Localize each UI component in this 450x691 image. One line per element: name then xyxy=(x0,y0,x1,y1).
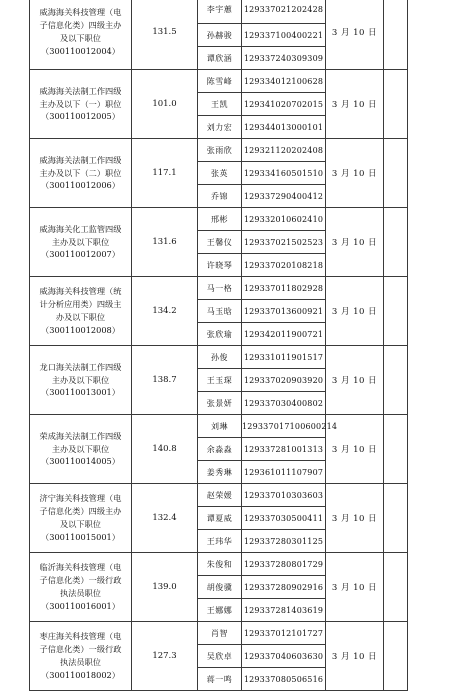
position-line: 枣庄海关科技管理（电 xyxy=(39,631,122,642)
candidate-name-cell: 胡俊骥 xyxy=(198,576,242,599)
position-cell xyxy=(30,0,132,70)
position-line: 主办及以下职位 xyxy=(51,374,110,385)
score-cell: 139.0 xyxy=(132,553,198,622)
candidate-name-cell: 肖智 xyxy=(198,622,242,645)
candidate-id-cell: 129321120202408 xyxy=(242,139,326,162)
position-line: 龙口海关法制工作四级 xyxy=(39,361,122,372)
candidate-name-cell: 张英 xyxy=(198,162,242,185)
candidate-id-cell: 129337240309309 xyxy=(242,47,326,70)
remark-cell xyxy=(384,277,408,346)
score-cell: 127.3 xyxy=(132,622,198,691)
candidate-id-cell: 129334160501510 xyxy=(242,162,326,185)
table-row xyxy=(30,139,408,162)
interview-date-cell: 3 月 10 日 xyxy=(326,553,384,622)
position-cell xyxy=(30,415,132,484)
score-cell: 134.2 xyxy=(132,277,198,346)
candidate-name-cell: 乔锦 xyxy=(198,185,242,208)
candidate-name-cell: 王娜娜 xyxy=(198,599,242,622)
position-line: （300110016001） xyxy=(41,600,120,611)
score-cell: 138.7 xyxy=(132,346,198,415)
position-line: 主办及以下（二）职位 xyxy=(39,167,122,178)
candidate-name-cell: 刘力宏 xyxy=(198,116,242,139)
position-line: （300110018002） xyxy=(41,669,120,680)
position-line: 主办及以下职位 xyxy=(51,236,110,247)
position-cell xyxy=(30,622,132,691)
position-cell xyxy=(30,139,132,208)
candidate-name-cell: 李宇蕙 xyxy=(198,0,242,24)
position-line: 威海海关科技管理（电 xyxy=(39,7,122,18)
table-row xyxy=(30,346,408,369)
interview-date-cell: 3 月 10 日 xyxy=(326,277,384,346)
interview-date-cell: 3 月 10 日 xyxy=(326,415,384,484)
candidate-id-cell: 129337021202428 xyxy=(242,0,326,24)
candidate-name-cell: 赵荣媛 xyxy=(198,484,242,507)
score-cell: 117.1 xyxy=(132,139,198,208)
candidate-id-cell: 129332010602410 xyxy=(242,208,326,231)
table-row xyxy=(30,208,408,231)
candidate-name-cell: 王玮华 xyxy=(198,530,242,553)
remark-cell xyxy=(384,484,408,553)
candidate-name-cell: 邢彬 xyxy=(198,208,242,231)
candidate-id-cell: 129337040603630 xyxy=(242,645,326,668)
position-line: 威海海关法制工作四级 xyxy=(39,85,122,96)
interview-date-cell: 3 月 10 日 xyxy=(326,484,384,553)
table-row xyxy=(30,277,408,300)
score-cell: 132.4 xyxy=(132,484,198,553)
candidate-name-cell: 张景妍 xyxy=(198,392,242,415)
candidate-id-cell: 129331011901517 xyxy=(242,346,326,369)
candidate-id-cell: 129337030500411 xyxy=(242,507,326,530)
table-row xyxy=(30,553,408,576)
position-line: 办及以下职位 xyxy=(55,312,106,322)
score-cell: 101.0 xyxy=(132,70,198,139)
interview-date-cell: 3 月 10 日 xyxy=(326,208,384,277)
interview-date-cell: 3 月 10 日 xyxy=(326,346,384,415)
position-line: （300110012004） xyxy=(41,45,120,56)
position-line: 子信息化类）四级主办 xyxy=(39,20,122,31)
candidate-id-cell: 129337280902916 xyxy=(242,576,326,599)
candidate-id-cell: 129337280301125 xyxy=(242,530,326,553)
candidate-id-cell: 129337020108218 xyxy=(242,254,326,277)
position-cell xyxy=(30,346,132,415)
remark-cell xyxy=(384,415,408,484)
remark-cell xyxy=(384,622,408,691)
table-row xyxy=(30,70,408,93)
candidate-id-cell: 129337012101727 xyxy=(242,622,326,645)
interview-date-cell: 3 月 10 日 xyxy=(326,622,384,691)
position-line: 威海海关化工监管四级 xyxy=(39,223,122,234)
candidate-name-cell: 张雨欣 xyxy=(198,139,242,162)
position-line: 主办及以下（一）职位 xyxy=(39,98,122,109)
candidate-name-cell: 马玉晗 xyxy=(198,300,242,323)
candidate-name-cell: 王玉琛 xyxy=(198,369,242,392)
position-line: 主办及以下职位 xyxy=(51,443,110,454)
position-line: 临沂海关科技管理（电 xyxy=(39,562,122,573)
position-line: 子信息化类）一级行政 xyxy=(39,575,122,586)
remark-cell xyxy=(384,553,408,622)
table-row xyxy=(30,0,408,24)
interview-date-cell: 3 月 10 日 xyxy=(326,139,384,208)
candidate-id-cell: 129337290400412 xyxy=(242,185,326,208)
score-cell: 140.8 xyxy=(132,415,198,484)
position-cell xyxy=(30,70,132,139)
position-line: 执法员职位 xyxy=(60,588,101,598)
candidate-id-cell: 129337017100600214 xyxy=(242,415,326,438)
position-line: （300110012008） xyxy=(41,324,120,335)
candidate-id-cell: 129337281403619 xyxy=(242,599,326,622)
candidate-name-cell: 余淼淼 xyxy=(198,438,242,461)
candidate-id-cell: 129337100400221 xyxy=(242,24,326,47)
score-cell: 131.5 xyxy=(132,0,198,70)
interview-date-cell: 3 月 10 日 xyxy=(326,70,384,139)
position-cell xyxy=(30,553,132,622)
candidate-name-cell: 蒋一鸣 xyxy=(198,668,242,691)
position-line: （300110014005） xyxy=(41,456,120,467)
remark-cell xyxy=(384,0,408,70)
candidate-name-cell: 陈雪峰 xyxy=(198,70,242,93)
position-line: 济宁海关科技管理（电 xyxy=(39,493,122,504)
position-line: 威海海关科技管理（统 xyxy=(39,286,122,297)
interview-list-table xyxy=(29,0,408,691)
candidate-id-cell: 129337080506516 xyxy=(242,668,326,691)
candidate-id-cell: 129337011802928 xyxy=(242,277,326,300)
candidate-name-cell: 孙赫骏 xyxy=(198,24,242,47)
candidate-name-cell: 马一格 xyxy=(198,277,242,300)
candidate-name-cell: 姜秀琳 xyxy=(198,461,242,484)
candidate-id-cell: 129361011107907 xyxy=(242,461,326,484)
position-line: 及以下职位 xyxy=(60,519,101,529)
candidate-id-cell: 129337030400802 xyxy=(242,392,326,415)
candidate-id-cell: 129337021502523 xyxy=(242,231,326,254)
position-line: 子信息化类）四级主办 xyxy=(39,506,122,517)
table-row xyxy=(30,484,408,507)
score-cell: 131.6 xyxy=(132,208,198,277)
position-cell xyxy=(30,208,132,277)
candidate-id-cell: 129342011900721 xyxy=(242,323,326,346)
position-line: 执法员职位 xyxy=(60,657,101,667)
candidate-id-cell: 129344013000101 xyxy=(242,116,326,139)
position-line: （300110015001） xyxy=(41,531,120,542)
candidate-name-cell: 王馨仪 xyxy=(198,231,242,254)
candidate-name-cell: 谭夏威 xyxy=(198,507,242,530)
candidate-id-cell: 129337280801729 xyxy=(242,553,326,576)
position-line: （300110012006） xyxy=(41,180,120,191)
candidate-name-cell: 吴欣卓 xyxy=(198,645,242,668)
candidate-id-cell: 129337020903920 xyxy=(242,369,326,392)
position-line: （300110013001） xyxy=(41,387,120,398)
position-line: 计分析应用类）四级主 xyxy=(39,299,122,310)
remark-cell xyxy=(384,208,408,277)
candidate-name-cell: 刘琳 xyxy=(198,415,242,438)
candidate-id-cell: 129337281001313 xyxy=(242,438,326,461)
remark-cell xyxy=(384,70,408,139)
position-line: 子信息化类）一级行政 xyxy=(39,644,122,655)
table-row xyxy=(30,622,408,645)
candidate-name-cell: 谭欣涵 xyxy=(198,47,242,70)
candidate-name-cell: 张欣瑜 xyxy=(198,323,242,346)
table-row xyxy=(30,415,408,438)
candidate-name-cell: 孙俊 xyxy=(198,346,242,369)
position-line: 及以下职位 xyxy=(60,33,101,43)
position-cell xyxy=(30,277,132,346)
candidate-id-cell: 129337010303603 xyxy=(242,484,326,507)
candidate-name-cell: 许晓琴 xyxy=(198,254,242,277)
position-cell xyxy=(30,484,132,553)
interview-date-cell: 3 月 10 日 xyxy=(326,0,384,70)
candidate-id-cell: 129337013600921 xyxy=(242,300,326,323)
position-line: （300110012007） xyxy=(41,249,120,260)
remark-cell xyxy=(384,346,408,415)
candidate-name-cell: 朱俊和 xyxy=(198,553,242,576)
position-line: 威海海关法制工作四级 xyxy=(39,154,122,165)
position-line: 荣成海关法制工作四级 xyxy=(39,430,122,441)
remark-cell xyxy=(384,139,408,208)
candidate-id-cell: 129334012100628 xyxy=(242,70,326,93)
table-body xyxy=(30,0,408,691)
candidate-name-cell: 王凯 xyxy=(198,93,242,116)
position-line: （300110012005） xyxy=(41,111,120,122)
candidate-id-cell: 129341020702015 xyxy=(242,93,326,116)
